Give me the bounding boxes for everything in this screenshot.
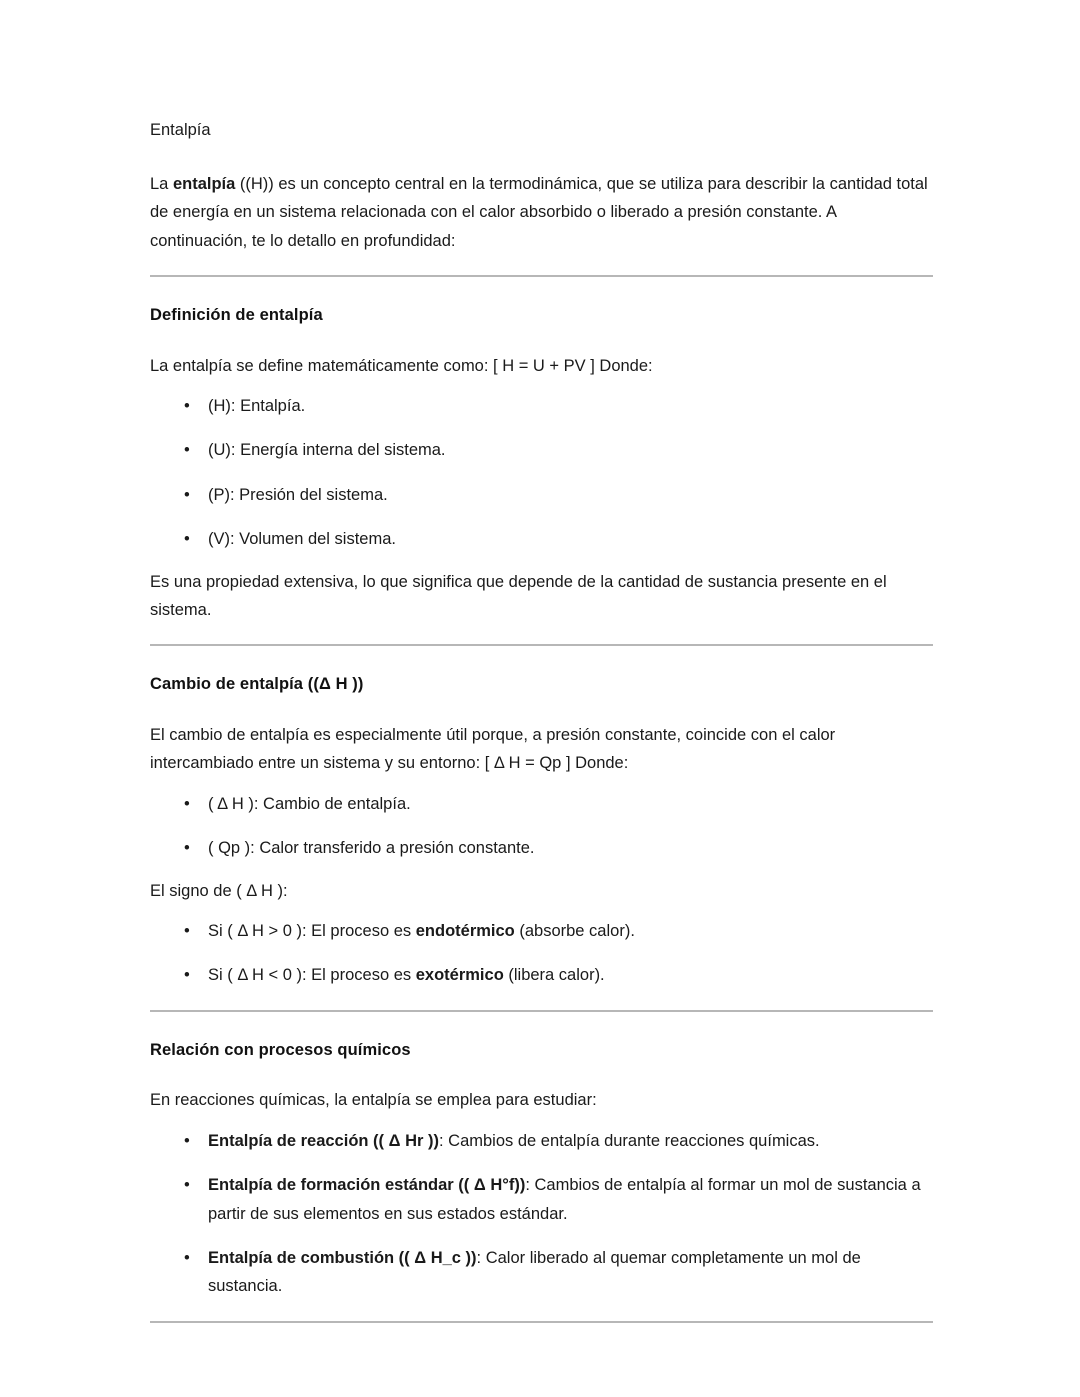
list-item-prefix: Si ( Δ H > 0 ): El proceso es [208, 921, 416, 940]
list-item-text: (V): Volumen del sistema. [208, 530, 396, 549]
list-item-prefix: Si ( Δ H < 0 ): El proceso es [208, 966, 416, 985]
bullet-icon: • [184, 485, 190, 504]
list-item [150, 790, 932, 818]
section-divider-4 [150, 1321, 933, 1323]
list-item-text: (P): Presión del sistema. [208, 485, 388, 504]
list-item [150, 834, 932, 862]
bullet-icon: • [184, 441, 190, 460]
section-heading-definicion: Definición de entalpía [150, 305, 323, 324]
list-item-term: Entalpía de combustión (( Δ H_c )) [208, 1248, 477, 1267]
list-item [150, 917, 932, 945]
bullet-icon: • [184, 397, 190, 415]
list-item-term: Entalpía de reacción (( Δ Hr )) [208, 1131, 439, 1150]
section-heading-relacion: Relación con procesos químicos [150, 1040, 411, 1059]
section-divider-2 [150, 644, 933, 646]
list-item-text: ( Δ H ): Cambio de entalpía. [208, 794, 411, 813]
bullet-icon: • [184, 921, 190, 940]
list-item [150, 1244, 932, 1301]
section-heading-cambio: Cambio de entalpía ((Δ H )) [150, 675, 364, 694]
bullet-icon: • [184, 530, 190, 549]
list-item [150, 1171, 932, 1228]
list-item-text: (H): Entalpía. [208, 397, 306, 415]
intro-paragraph [150, 170, 932, 255]
list-item-definition: : Cambios de entalpía al formar un mol de sustancia a partir de sus elementos en sus estados estándar. [208, 1176, 921, 1223]
intro-lead-suffix: ((H)) es un concepto central en la termodinámica, que se utiliza para describir la cantidad total de energía en un sistema relacionada con el calor absorbido o liberado a presión constante. A continuación, te lo detallo en profundidad: [150, 174, 928, 250]
list-item [150, 961, 932, 989]
page-title: Entalpía [150, 121, 211, 139]
list-item [150, 436, 932, 464]
cambio-intro-paragraph: El cambio de entalpía es especialmente útil porque, a presión constante, coincide con el calor intercambiado entre un sistema y su entorno: [ Δ H = Qp ] Donde: [150, 726, 836, 773]
definicion-bullet-list [150, 392, 932, 554]
relacion-term-list [150, 1127, 932, 1301]
bullet-icon: • [184, 1131, 190, 1150]
list-item [150, 525, 932, 553]
list-item-text: ( Qp ): Calor transferido a presión constante. [208, 839, 535, 858]
list-item-text: (U): Energía interna del sistema. [208, 441, 446, 460]
intro-lead-prefix: La [150, 174, 173, 193]
list-item-definition: : Cambios de entalpía durante reacciones químicas. [438, 1131, 820, 1150]
section-divider-1 [150, 275, 933, 277]
cambio-sign-bullet-list [150, 917, 932, 990]
section-divider-3 [150, 1010, 933, 1012]
bullet-icon: • [184, 966, 190, 985]
list-item-suffix: (absorbe calor). [514, 921, 635, 940]
cambio-sign-paragraph: El signo de ( Δ H ): [150, 881, 288, 900]
definicion-closing-paragraph: Es una propiedad extensiva, lo que significa que depende de la cantidad de sustancia presente en el sistema. [150, 572, 887, 619]
definicion-intro-paragraph: La entalpía se define matemáticamente como: [ H = U + PV ] Donde: [150, 356, 653, 375]
list-item-suffix: (libera calor). [503, 966, 605, 985]
relacion-intro-paragraph: En reacciones químicas, la entalpía se emplea para estudiar: [150, 1091, 597, 1110]
list-item [150, 1127, 932, 1155]
bullet-icon: • [184, 794, 190, 813]
list-item-emphasis: exotérmico [415, 966, 504, 985]
cambio-bullet-list [150, 790, 932, 863]
list-item-emphasis: endotérmico [415, 921, 515, 940]
list-item [150, 392, 932, 420]
intro-lead-bold: entalpía [172, 174, 236, 193]
bullet-icon: • [184, 1248, 190, 1267]
list-item [150, 481, 932, 509]
bullet-icon: • [184, 839, 190, 858]
list-item-definition: : Calor liberado al quemar completamente un mol de sustancia. [208, 1248, 861, 1296]
bullet-icon: • [184, 1176, 190, 1195]
list-item-term: Entalpía de formación estándar (( Δ H°f)) [208, 1176, 526, 1195]
